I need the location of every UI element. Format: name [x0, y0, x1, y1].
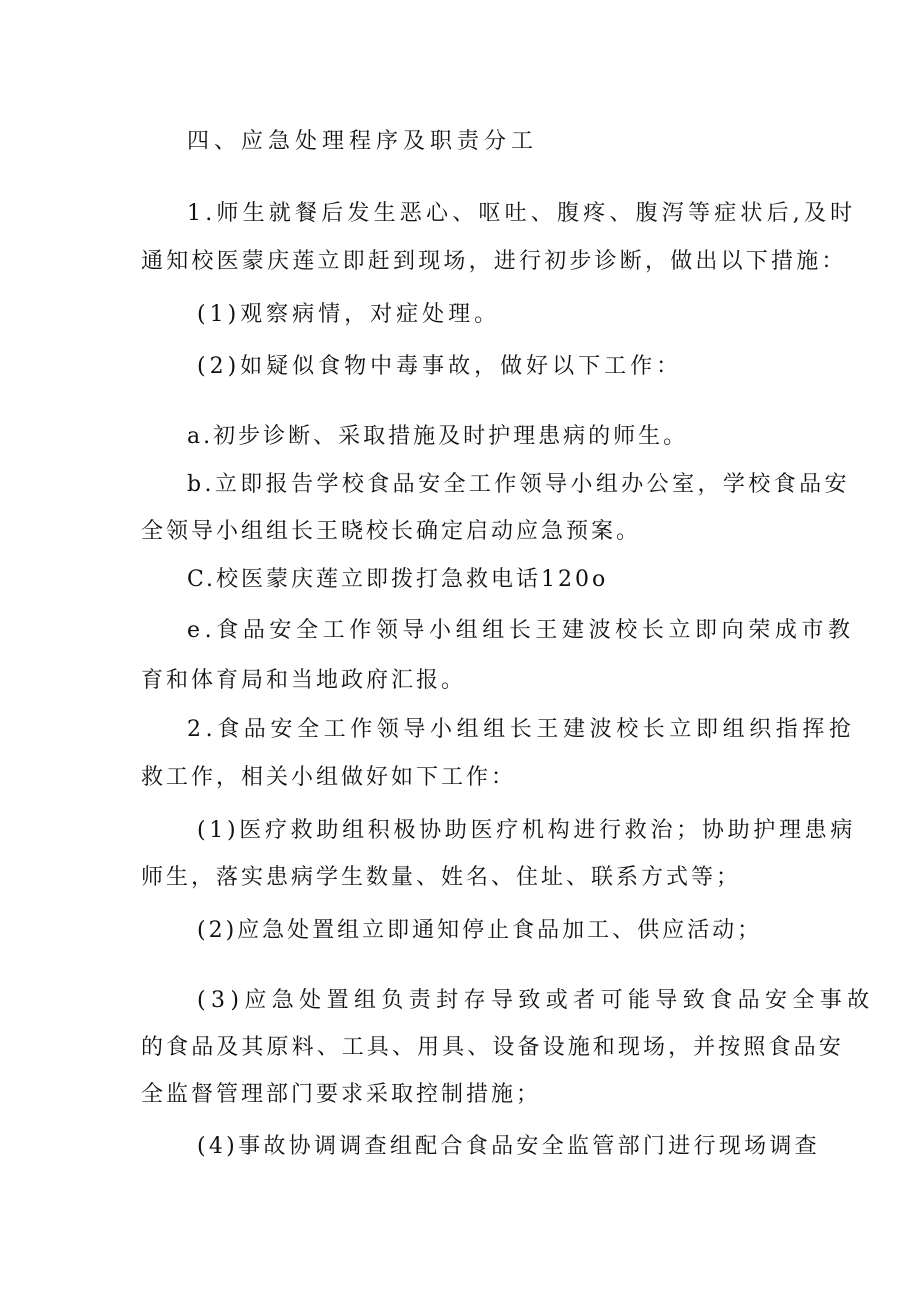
paragraph-line: 全领导小组组长王晓校长确定启动应急预案。 — [141, 519, 642, 544]
list-item: e.食品安全工作领导小组组长王建波校长立即向荣成市教 — [187, 618, 855, 643]
paragraph-line: 的食品及其原料、工具、用具、设备设施和现场，并按照食品安 — [141, 1035, 844, 1060]
paragraph-line: 2.食品安全工作领导小组组长王建波校长立即组织指挥抢 — [187, 717, 856, 742]
list-item: (2)应急处置组立即通知停止食品加工、供应活动； — [197, 918, 763, 943]
paragraph-line: 通知校医蒙庆莲立即赶到现场，进行初步诊断，做出以下措施： — [141, 249, 847, 274]
list-item: (1)医疗救助组积极协助医疗机构进行救治；协助护理患病 — [197, 818, 857, 843]
paragraph-line: 1.师生就餐后发生恶心、呕吐、腹疼、腹泻等症状后,及时 — [187, 201, 857, 226]
paragraph-line: 救工作，相关小组做好如下工作： — [141, 765, 517, 790]
list-item: a.初步诊断、采取措施及时护理患病的师生。 — [187, 424, 689, 449]
list-item: (1)观察病情，对症处理。 — [197, 302, 501, 327]
list-item: (2)如疑似食物中毒事故，做好以下工作： — [197, 354, 683, 379]
list-item: C.校医蒙庆莲立即拨打急救电话120o — [187, 567, 609, 592]
paragraph-line: 师生，落实患病学生数量、姓名、住址、联系方式等； — [141, 865, 742, 890]
list-item: (4)事故协调调查组配合食品安全监管部门进行现场调查 — [197, 1134, 820, 1159]
list-item: (3)应急处置组负责封存导致或者可能导致食品安全事故 — [197, 988, 875, 1013]
section-heading: 四、应急处理程序及职责分工 — [187, 129, 539, 154]
paragraph-line: 全监督管理部门要求采取控制措施； — [141, 1082, 542, 1107]
list-item: b.立即报告学校食品安全工作领导小组办公室，学校食品安 — [187, 472, 850, 497]
paragraph-line: 育和体育局和当地政府汇报。 — [141, 668, 467, 693]
